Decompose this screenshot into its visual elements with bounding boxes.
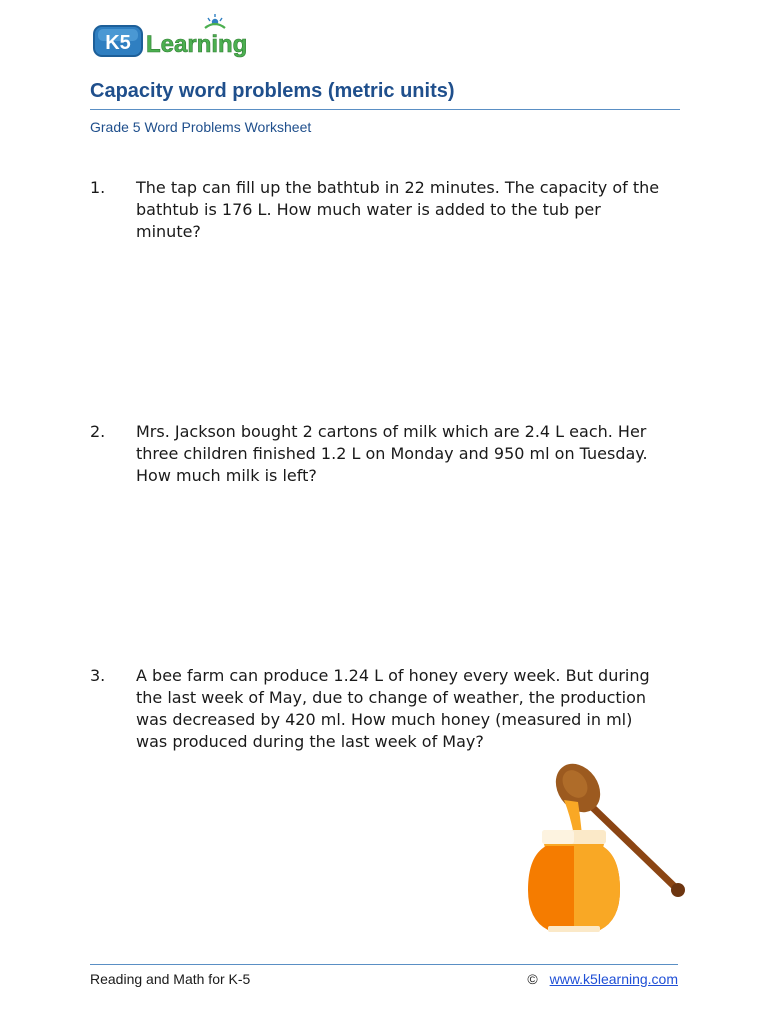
logo-graphic — [92, 14, 262, 60]
worksheet-subtitle: Grade 5 Word Problems Worksheet — [90, 119, 312, 135]
problem-number: 2. — [90, 422, 106, 441]
problem-3 — [90, 665, 690, 753]
k5learning-link[interactable]: www.k5learning.com — [549, 971, 678, 987]
copyright-symbol: © — [527, 971, 538, 987]
footer-tagline: Reading and Math for K-5 — [90, 971, 251, 987]
problem-number: 1. — [90, 178, 106, 197]
k5-learning-logo — [92, 14, 262, 60]
problem-2 — [90, 421, 690, 487]
problem-1 — [90, 177, 690, 243]
problem-text: A bee farm can produce 1.24 L of honey every week. But during the last week of May, due to change of weather, the production was decreased by 420 ml. How much honey (measured in ml) was produced during the last week of May? — [136, 666, 650, 751]
footer-link-area — [527, 971, 678, 987]
problem-text: The tap can fill up the bathtub in 22 minutes. The capacity of the bathtub is 176 L. How much water is added to the tub per minute? — [136, 178, 660, 241]
page-title: Capacity word problems (metric units) — [90, 80, 455, 102]
header-divider — [90, 109, 680, 110]
logo-k5-text: K5 — [105, 32, 131, 54]
honey-jar-with-spoon-icon — [520, 760, 692, 935]
footer-divider — [90, 964, 678, 965]
problem-number: 3. — [90, 666, 106, 685]
logo-learning-text: Learning — [146, 31, 248, 58]
problem-text: Mrs. Jackson bought 2 cartons of milk which are 2.4 L each. Her three children finished 1.2 L on Monday and 950 ml on Tuesday. How much milk is left? — [136, 422, 648, 485]
